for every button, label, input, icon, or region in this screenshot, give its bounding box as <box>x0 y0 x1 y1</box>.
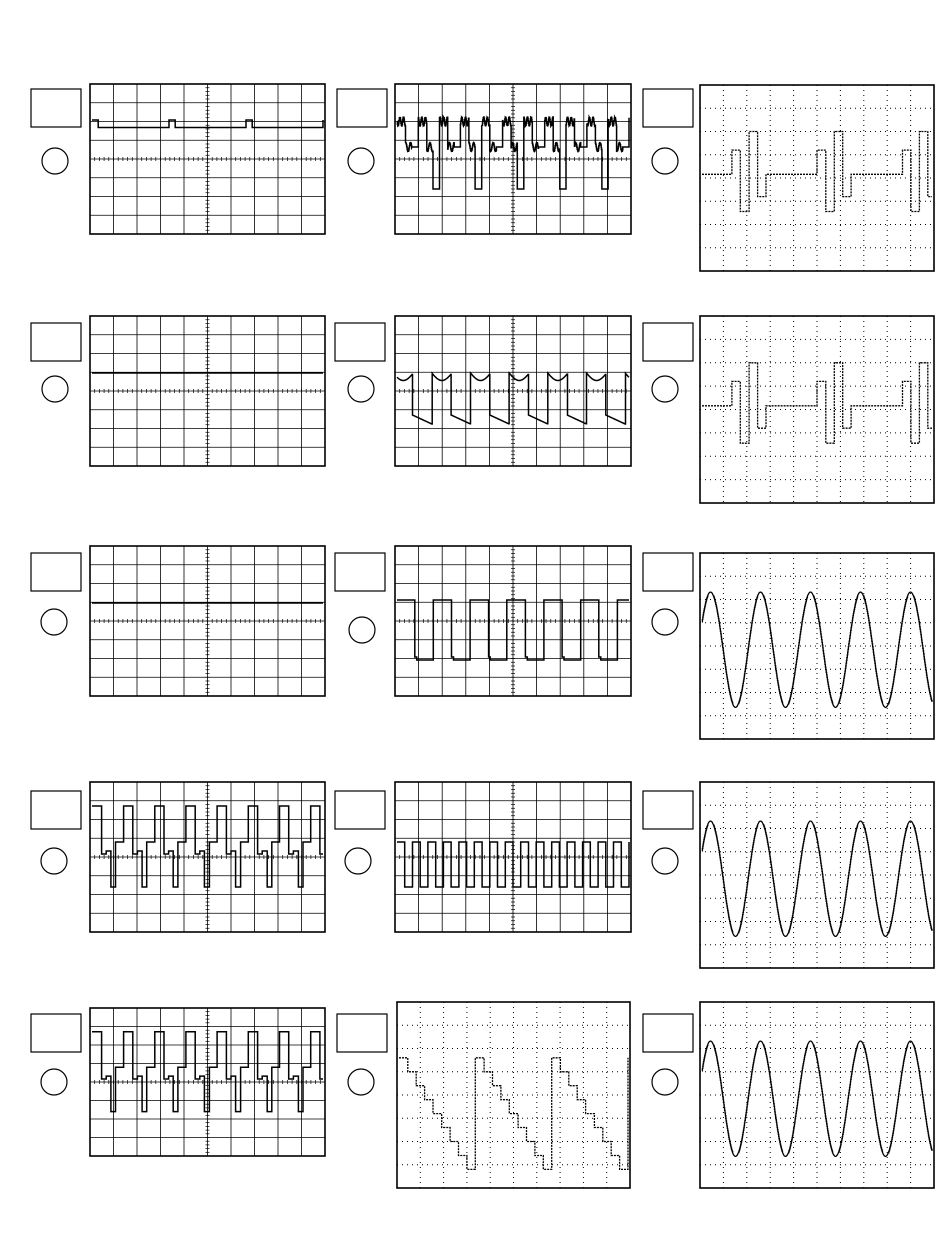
marker-circle <box>652 609 678 635</box>
marker-circle <box>41 848 67 874</box>
scope-panel-2 <box>337 84 631 234</box>
marker-circle <box>348 1069 374 1095</box>
scope-panel-4 <box>31 316 325 466</box>
scope-panel-9 <box>643 553 934 739</box>
marker-circle <box>348 376 374 402</box>
label-box <box>337 1014 387 1052</box>
marker-circle <box>652 148 678 174</box>
scope-panel-11 <box>335 782 631 932</box>
scope-panel-3 <box>643 85 934 271</box>
scope-panel-8 <box>335 546 631 696</box>
label-box <box>643 323 693 361</box>
marker-circle <box>348 148 374 174</box>
label-box <box>31 791 81 829</box>
label-box <box>335 791 385 829</box>
marker-circle <box>652 376 678 402</box>
scope-panel-10 <box>31 782 325 932</box>
label-box <box>31 1014 81 1052</box>
label-box <box>337 89 387 127</box>
scope-panel-13 <box>31 1008 325 1156</box>
label-box <box>643 791 693 829</box>
label-box <box>643 89 693 127</box>
label-box <box>335 323 385 361</box>
scope-panel-14 <box>337 1002 630 1188</box>
label-box <box>31 89 81 127</box>
scope-panel-15 <box>643 1002 934 1188</box>
marker-circle <box>42 148 68 174</box>
scope-panel-6 <box>643 316 934 503</box>
marker-circle <box>42 376 68 402</box>
marker-circle <box>41 609 67 635</box>
label-box <box>643 553 693 591</box>
label-box <box>335 553 385 591</box>
marker-circle <box>652 848 678 874</box>
label-box <box>31 553 81 591</box>
label-box <box>31 323 81 361</box>
marker-circle <box>652 1069 678 1095</box>
marker-circle <box>41 1069 67 1095</box>
scope-panel-12 <box>643 782 934 968</box>
scope-panel-7 <box>31 546 325 696</box>
label-box <box>643 1014 693 1052</box>
marker-circle <box>349 617 375 643</box>
scope-panel-1 <box>31 84 325 234</box>
marker-circle <box>345 848 371 874</box>
scope-panel-5 <box>335 316 631 466</box>
scope-screen <box>397 1002 630 1188</box>
